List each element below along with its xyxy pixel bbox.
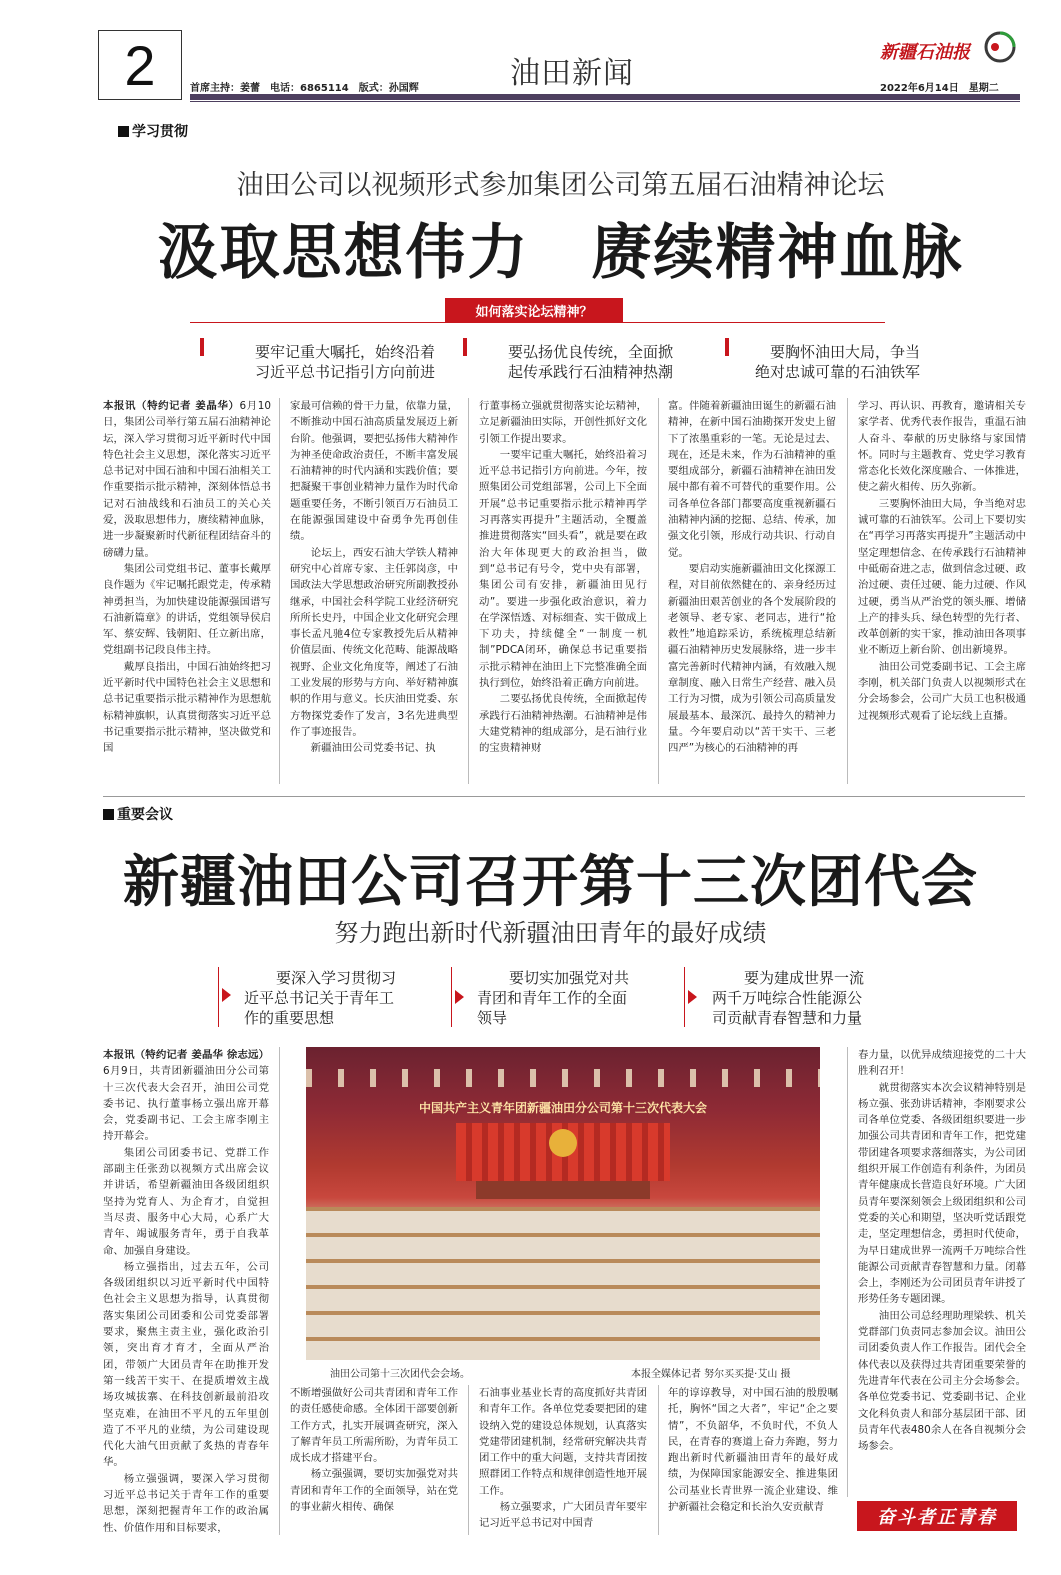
sub-point-3: 要胸怀油田大局，争当 绝对忠诚可靠的石油铁军	[754, 343, 920, 381]
article2-column-5: 春力量，以优异成绩迎接党的二十大胜利召开！ 就贯彻落实本次会议精神特别是杨立强、张劲讲话精神，李刚要求公司各单位党委、各级团组织要进一步加强公司共青团和青年工作，把党建带团建各项要求落细落实，为公司团组织开展工作创造有利条件，为团员青年健康成长营造良好环境。广大团员青年要深刻领会上级团组织和公司党委的关心和期望，坚决听党话跟党走，坚定理想信念，勇担时代使命，为早日建成世界一流两千万吨综合性能源公司贡献青春智慧和力量。闭幕会上，李刚还为公司团员青年讲授了形势任务专题团课。 油田公司总经理助理梁轶、机关党群部门负责同志参加会议。油田公司团委负责人作工作报告。团代会全体代表以及获得过共青团重要荣誉的先进青年代表在公司主分会场参会。各单位党委书记、党委副书记、企业文化科负责人和部分基层团干部、团员青年代表480余人在各自视频分会场参会。	[858, 1049, 1026, 1453]
sub-arrow-icon	[688, 990, 697, 1004]
column-divider	[468, 398, 469, 784]
sub-arrow-icon	[455, 990, 464, 1004]
column-divider	[847, 398, 848, 784]
header-rule	[190, 94, 1020, 100]
masthead: 新疆石油报	[880, 42, 970, 63]
question-banner: 如何落实论坛精神？	[445, 298, 623, 322]
youth-slogan-stamp: 奋斗者正青春	[857, 1501, 1017, 1531]
article2-column-1: 本报讯（特约记者 姜晶华 徐志远）6月9日，共青团新疆油田分公司第十三次代表大会召开，油田公司党委书记、执行董事杨立强出席开幕会，党委副书记、工会主席李刚主持开幕会。 集团公司团委书记、党群工作部副主任张劲以视频方式出席会议并讲话，希望新疆油田各级团组织坚持为党育人、为企育才，自觉担当尽责、服务中心大局，心系广大青年、竭诚服务青年，勇于自我革命、加强自身建设。 杨立强指出，过去五年，公司各级团组织以习近平新时代中国特色社会主义思想为指导，认真贯彻落实集团公司团委和公司党委部署要求，聚焦主责主业，强化政治引领，突出育才育才，全面从严治团，带领广大团员青年在助推开发第一线苦干实干、在提质增效主战场攻城拔寨、在科技创新最前沿攻坚克难，在油田不平凡的五年里创造了不平凡的业绩，为公司建设现代化大油气田贡献了炙热的青春年华。 杨立强强调，要深入学习贯彻习近平总书记关于青年工作的重要思想，深刻把握青年工作的政治属性、价值作用和目标要求，	[103, 1049, 269, 1534]
photo-caption: 油田公司第十三次团代会会场。	[330, 1369, 470, 1380]
sub-divider	[451, 967, 452, 1027]
column-divider	[658, 398, 659, 784]
question-rule	[190, 322, 885, 323]
column-divider	[279, 1047, 280, 1535]
section-name: 油田新闻	[510, 56, 634, 91]
sub-point-b: 要切实加强党对共 青团和青年工作的全面 领导	[477, 969, 630, 1027]
article1-column-5: 学习、再认识、再教育，邀请相关专家学者、优秀代表作报告，重温石油人奋斗、奉献的历史脉络与家国情怀。同时与主题教育、党史学习教育常态化长效化深度融合、一体推进，使之薪火相传、历久弥新。 三要胸怀油田大局，争当绝对忠诚可靠的石油铁军。公司上下要切实在“再学习再落实再提升”主题活动中坚定理想信念、在传承践行石油精神中砥砺奋进之志，做到信念过硬、政治过硬、责任过硬、能力过硬、作风过硬，勇当从严治党的领头雁、增储上产的排头兵、绿色转型的先行者、改革创新的实干家，推动油田各项事业不断迈上新台阶、创出新境界。 油田公司党委副书记、工会主席李刚，机关部门负责人以视频形式在分会场参会，公司广大员工也积极通过视频形式观看了论坛线上直播。	[858, 400, 1026, 722]
issue-date: 2022年6月14日 星期二	[880, 83, 999, 94]
company-logo-icon	[983, 30, 1017, 64]
header-rule-thin	[190, 101, 1020, 102]
article1-column-2: 家最可信赖的骨干力量，依靠力量，不断推动中国石油高质量发展迈上新台阶。他强调，要把弘扬伟大精神作为神圣使命政治责任，不断丰富发展石油精神的时代内涵和实践价值；要把凝聚干事创业精神力量作为时代命题重要任务，不断引领百万石油员工在能源强国建设中奋勇争先再创佳绩。 论坛上，西安石油大学铁人精神研究中心首席专家、主任郭岗彦，中国政法大学思想政治研究所副教授孙继承，中国社会科学院工业经济研究所所长史丹，中国企业文化研究会理事长孟凡驰4位专家教授先后从精神价值层面、传统文化范畴、能源战略视野、企业文化角度等，阐述了石油工业发展的形势与方向、举好精神旗帜的作用与意义。长庆油田党委、东方物探党委作了发言，3名先进典型作了事迹报告。 新疆油田公司党委书记、执	[290, 400, 458, 755]
sub-divider	[218, 967, 219, 1027]
meeting-photo	[306, 1047, 820, 1360]
article2-column-3: 石油事业基业长青的高度抓好共青团和青年工作。各单位党委要把团的建设纳入党的建设总体规划，认真落实党建带团建机制，经常研究解决共青团工作中的重大问题，支持共青团按照群团工作特点和规律创造性地开展工作。 杨立强要求，广大团员青年要牢记习近平总书记对中国青	[479, 1387, 647, 1530]
sub-point-a: 要深入学习贯彻习 近平总书记关于青年工 作的重要思想	[244, 969, 397, 1027]
article2-column-2: 不断增强做好公司共青团和青年工作的责任感使命感。全体团干部要创新工作方式，扎实开展调查研究，深入了解青年员工所需所盼，为青年员工成长成才搭建平台。 杨立强强调，要切实加强党对共青团和青年工作的全面领导，站在党的事业薪火相传、确保	[290, 1387, 458, 1514]
article2-subtitle: 努力跑出新时代新疆油田青年的最好成绩	[334, 919, 767, 947]
photo-credit: 本报全媒体记者 努尔买买提·艾山 摄	[631, 1369, 791, 1380]
column-divider	[847, 1047, 848, 1497]
column-divider	[279, 398, 280, 784]
emblem-icon	[549, 1129, 577, 1157]
article1-title: 汲取思想伟力 赓续精神血脉	[157, 218, 964, 288]
section-label-study: 学习贯彻	[118, 121, 188, 141]
sub-point-c: 要为建成世界一流 两千万吨综合性能源公 司贡献青春智慧和力量	[712, 969, 865, 1027]
editor-info: 首席主持：姜蕾 电话：6865114 版式：孙国辉	[190, 83, 419, 94]
sub-divider	[684, 967, 685, 1027]
stage-table	[476, 1181, 650, 1199]
ceiling-lights	[306, 1069, 820, 1087]
audience-rows	[306, 1207, 820, 1360]
article1-column-3: 行董事杨立强就贯彻落实论坛精神，立足新疆油田实际，开创性抓好文化引领工作提出要求。 一要牢记重大嘱托，始终沿着习近平总书记指引方向前进。今年，按照集团公司党组部署，公司上下全面开展“总书记重要指示批示精神再学习再落实再提升”主题活动，全覆盖推进贯彻落实“回头看”，就是要在政治大年体现更大的政治担当，做到“总书记有号令，党中央有部署，集团公司有安排，新疆油田见行动”。要进一步强化政治意识，着力在学深悟透、对标细查、实干做成上下功夫，持续健全“一制度一机制”PDCA闭环，确保总书记重要指示批示精神在油田上下完整准确全面执行到位，始终沿着正确方向前进。 二要弘扬优良传统，全面掀起传承践行石油精神热潮。石油精神是伟大建党精神的组成部分，是石油行业的宝贵精神财	[479, 400, 647, 755]
article-separator	[103, 796, 1025, 797]
sub-point-2: 要弘扬优良传统，全面掀 起传承践行石油精神热潮	[507, 343, 673, 381]
column-divider	[658, 1385, 659, 1535]
article1-column-1: 本报讯（特约记者 姜晶华）6月10日，集团公司举行第五届石油精神论坛，深入学习贯彻习近平新时代中国特色社会主义思想，深化落实习近平总书记对中国石油和中国石油相关工作重要指示批示精神，深刻体悟总书记对石油战线和石油员工的关心关爱，汲取思想伟力，赓续精神血脉，进一步凝聚新时代新征程团结奋斗的磅礴力量。 集团公司党组书记、董事长戴厚良作题为《牢记嘱托跟党走，传承精神勇担当，为加快建设能源强国谱写石油新篇章》的讲话，党组领导侯启军、蔡安辉、钱朝阳、任立新出席，党组副书记段良伟主持。 戴厚良指出，中国石油始终把习近平新时代中国特色社会主义思想和总书记重要指示批示精神作为思想航标精神旗帜，认真贯彻落实习近平总书记重要指示批示精神，坚决做党和国	[103, 400, 271, 755]
page-number: 2	[98, 30, 182, 100]
photo-banner: 中国共产主义青年团新疆油田分公司第十三次代表大会	[418, 1101, 707, 1115]
sub-point-1: 要牢记重大嘱托，始终沿着 习近平总书记指引方向前进	[254, 343, 435, 381]
column-divider	[468, 1385, 469, 1535]
article1-column-4: 富。伴随着新疆油田诞生的新疆石油精神，在新中国石油勘探开发史上留下了浓墨重彩的一笔。无论是过去、现在，还是未来，作为石油精神的重要组成部分，新疆石油精神在油田发展中都有着不可替代的重要作用。公司各单位各部门都要高度重视新疆石油精神内涵的挖掘、总结、传承，加强文化引领，形成行动共识、行动自觉。 要启动实施新疆油田文化探源工程，对目前依然健在的、亲身经历过新疆油田艰苦创业的各个发展阶段的老领导、老专家、老同志，进行“抢救性”地追踪采访，系统梳理总结新疆石油精神历史发展脉络，进一步丰富完善新时代精神内涵，有效融入规章制度、融入日常生产经营、融入员工行为习惯，成为引领公司高质量发展最基本、最深沉、最持久的精神力量。今年要启动以“苦干实干、三老四严”为核心的石油精神的再	[668, 400, 836, 755]
sub-arrow-icon	[222, 988, 231, 1002]
article2-title: 新疆油田公司召开第十三次团代会	[123, 850, 978, 915]
section-label-meeting: 重要会议	[103, 804, 173, 824]
article1-kicker: 油田公司以视频形式参加集团公司第五届石油精神论坛	[236, 170, 885, 201]
article2-column-4: 年的谆谆教导，对中国石油的殷殷嘱托，胸怀“国之大者”，牢记“企之要情”，不负韶华，不负时代，不负人民，在青春的赛道上奋力奔跑，努力跑出新时代新疆油田青年的最好成绩，为保障国家能源安全、推进集团公司基业长青世界一流企业建设、维护新疆社会稳定和长治久安贡献青	[668, 1387, 838, 1514]
